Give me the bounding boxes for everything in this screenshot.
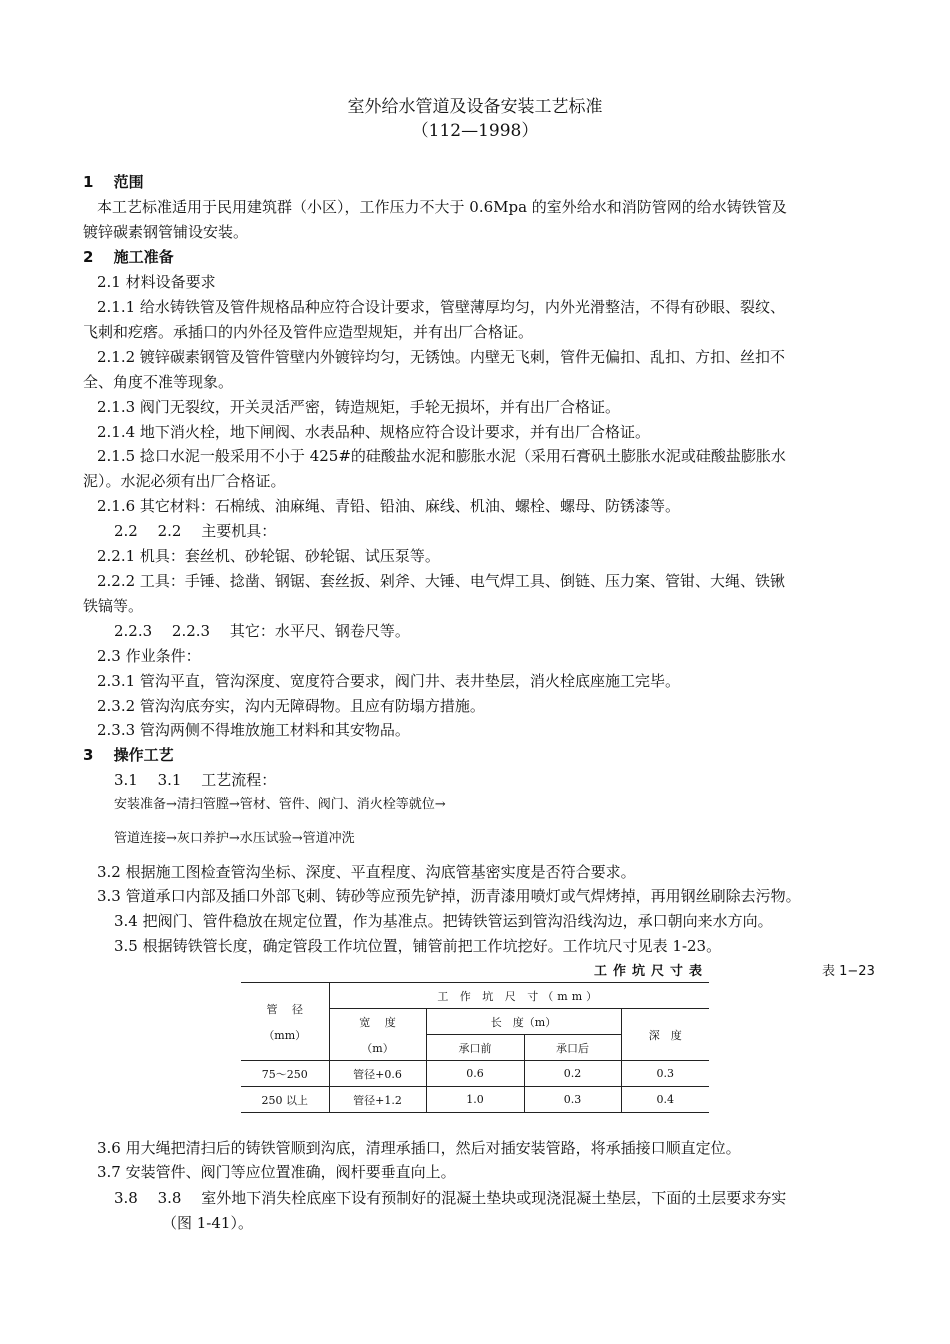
header-socket-back: 承口后: [524, 1035, 621, 1061]
paragraph: 3.5 根据铸铁管长度，确定管段工作坑位置，铺管前把工作坑挖好。工作坑尺寸见表 1-23。: [114, 937, 722, 955]
cell-width: 管径+1.2: [329, 1087, 426, 1113]
section-heading: 3 操作工艺: [83, 746, 174, 764]
cell-width: 管径+0.6: [329, 1061, 426, 1087]
paragraph: 2.1.1 给水铸铁管及管件规格品种应符合设计要求，管壁薄厚均匀，内外光滑整洁，不得有砂眼、裂纹、: [97, 298, 785, 316]
paragraph: 2.1.2 镀锌碳素钢管及管件管壁内外镀锌均匀，无锈蚀。内壁无飞刺，管件无偏扣、乱扣、方扣、丝扣不: [97, 348, 785, 366]
table-row: [241, 1087, 709, 1113]
document-subtitle: （112—1998）: [411, 121, 539, 141]
flow-line: 安装准备→清扫管膛→管材、管件、阀门、消火栓等就位→: [114, 797, 446, 812]
paragraph: 2.3.1 管沟平直，管沟深度、宽度符合要求，阀门井、表井垫层，消火栓底座施工完毕。: [97, 672, 680, 690]
table-number: 表 1−23: [822, 964, 875, 979]
cell-back: 0.3: [524, 1087, 621, 1113]
cell-back: 0.2: [524, 1061, 621, 1087]
header-length: 长 度（m）: [426, 1009, 621, 1035]
paragraph: 泥）。水泥必须有出厂合格证。: [83, 472, 286, 490]
paragraph: 2.2.2 工具：手锤、捻凿、钢锯、套丝扳、剁斧、大锤、电气焊工具、倒链、压力案、管钳、大绳、铁锹: [97, 572, 785, 590]
paragraph: 2.1.5 捻口水泥一般采用不小于 425#的硅酸盐水泥和膨胀水泥（采用石膏矾土膨胀水泥或硅酸盐膨胀水: [97, 447, 786, 465]
document-title: 室外给水管道及设备安装工艺标准: [347, 97, 603, 117]
paragraph: 3.4 把阀门、管件稳放在规定位置，作为基准点。把铸铁管运到管沟沿线沟边，承口朝向来水方向。: [114, 912, 773, 930]
cell-depth: 0.4: [621, 1087, 709, 1113]
paragraph: 2.1.4 地下消火栓，地下闸阀、水表品种、规格应符合设计要求，并有出厂合格证。: [97, 423, 650, 441]
paragraph: 飞刺和疙瘩。承插口的内外径及管件应造型规矩，并有出厂合格证。: [83, 323, 534, 341]
paragraph: 3.8 3.8 室外地下消失栓底座下设有预制好的混凝土垫块或现浇混凝土垫层，下面的土层要求夯实: [114, 1189, 787, 1207]
paragraph: 3.7 安装管件、阀门等应位置准确，阀杆要垂直向上。: [97, 1163, 456, 1181]
paragraph: （图 1-41）。: [162, 1214, 253, 1232]
paragraph: 3.6 用大绳把清扫后的铸铁管顺到沟底，清理承插口，然后对插安装管路，将承插接口顺直定位。: [97, 1139, 741, 1157]
header-width-unit: （m）: [361, 1041, 394, 1055]
cell-pipe: 250 以上: [241, 1087, 329, 1113]
cell-pipe: 75～250: [241, 1061, 329, 1087]
paragraph: 本工艺标准适用于民用建筑群（小区），工作压力不大于 0.6Mpa 的室外给水和消防管网的给水铸铁管及: [97, 198, 787, 216]
header-pipe-label: 管 径: [266, 1002, 303, 1016]
header-pit-dimensions: 工 作 坑 尺 寸（mm）: [329, 983, 709, 1009]
header-pipe-diameter: [241, 983, 329, 1061]
section-heading: 2 施工准备: [83, 248, 174, 266]
cell-depth: 0.3: [621, 1061, 709, 1087]
paragraph: 3.3 管道承口内部及插口外部飞刺、铸砂等应预先铲掉，沥青漆用喷灯或气焊烤掉，再用钢丝刷除去污物。: [97, 887, 801, 905]
paragraph: 铁镐等。: [83, 597, 144, 615]
paragraph: 2.1.6 其它材料：石棉绒、油麻绳、青铅、铅油、麻线、机油、螺栓、螺母、防锈漆等。: [97, 497, 680, 515]
paragraph: 2.1.3 阀门无裂纹，开关灵活严密，铸造规矩，手轮无损坏，并有出厂合格证。: [97, 398, 620, 416]
header-depth: 深 度: [621, 1009, 709, 1061]
paragraph: 2.3.2 管沟沟底夯实，沟内无障碍物。且应有防塌方措施。: [97, 697, 485, 715]
section-heading: 1 范围: [83, 173, 144, 191]
paragraph: 镀锌碳素钢管铺设安装。: [83, 223, 249, 241]
table-caption: 工作坑尺寸表: [594, 964, 709, 979]
flow-line: 管道连接→灰口养护→水压试验→管道冲洗: [114, 831, 355, 846]
table-row: [241, 1061, 709, 1087]
paragraph: 3.1 3.1 工艺流程：: [114, 771, 277, 789]
header-socket-front: 承口前: [426, 1035, 524, 1061]
cell-front: 1.0: [426, 1087, 524, 1113]
work-pit-size-table: [241, 982, 709, 1113]
header-width: [329, 1009, 426, 1061]
paragraph: 2.3.3 管沟两侧不得堆放施工材料和其安物品。: [97, 721, 410, 739]
paragraph: 2.2.3 2.2.3 其它：水平尺、钢卷尺等。: [114, 622, 410, 640]
paragraph: 2.3 作业条件：: [97, 647, 201, 665]
paragraph: 2.1 材料设备要求: [97, 273, 216, 291]
header-width-label: 宽 度: [359, 1015, 396, 1029]
paragraph: 3.2 根据施工图检查管沟坐标、深度、平直程度、沟底管基密实度是否符合要求。: [97, 863, 636, 881]
header-pipe-unit: （mm）: [263, 1028, 307, 1042]
cell-front: 0.6: [426, 1061, 524, 1087]
paragraph: 2.2.1 机具：套丝机、砂轮锯、砂轮锯、试压泵等。: [97, 547, 440, 565]
paragraph: 全、角度不准等现象。: [83, 373, 234, 391]
paragraph: 2.2 2.2 主要机具：: [114, 522, 277, 540]
